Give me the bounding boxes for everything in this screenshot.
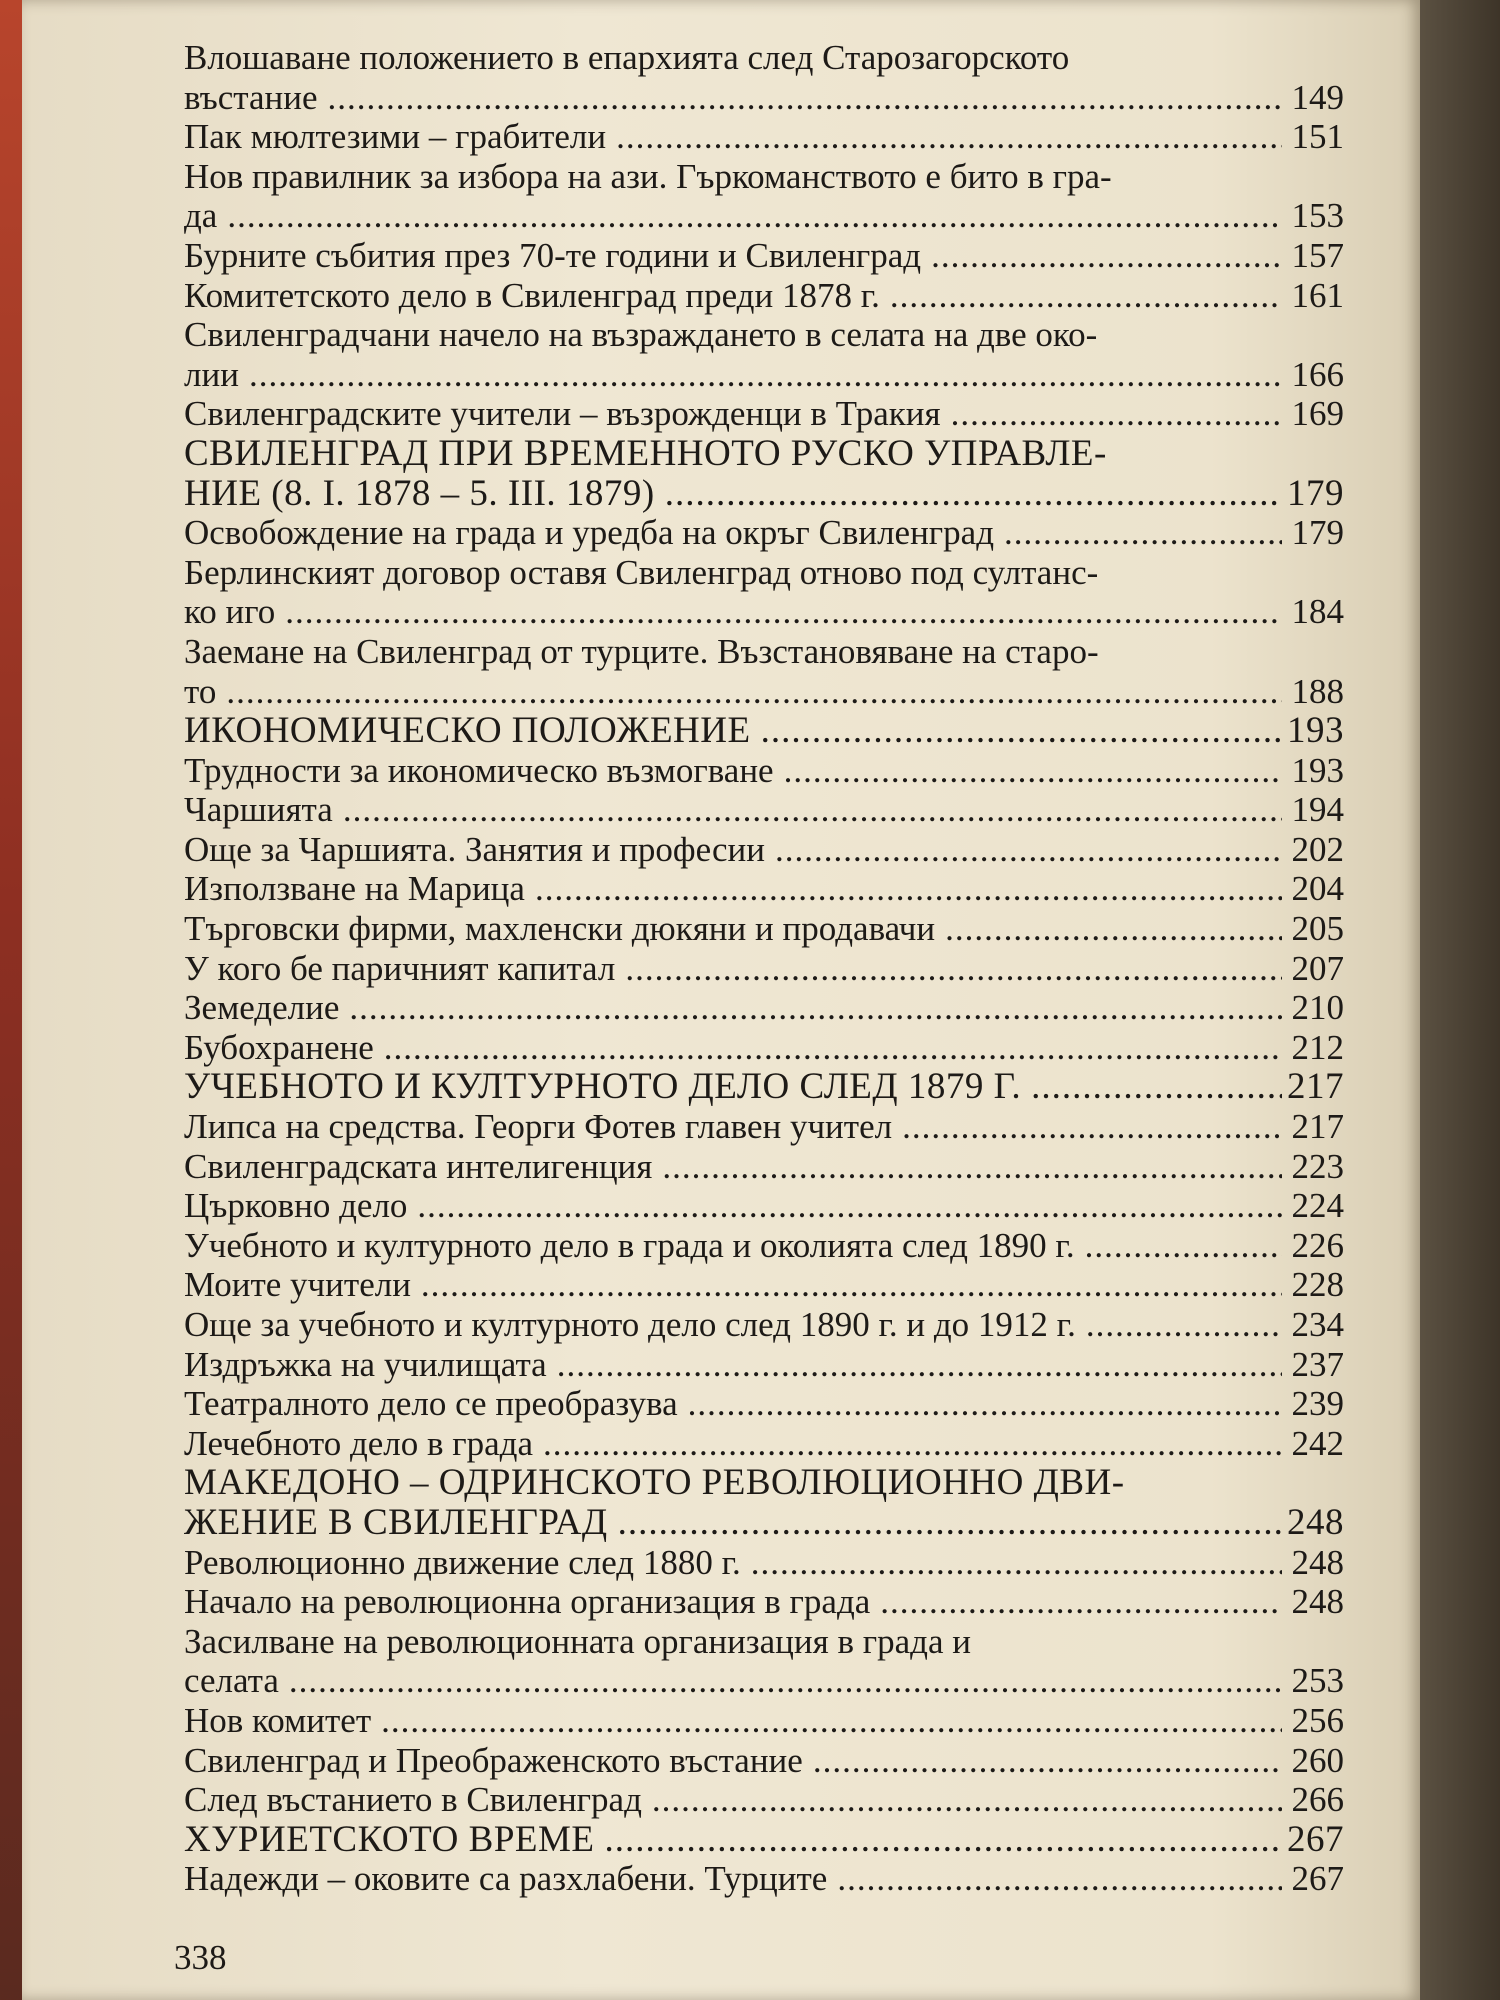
- toc-entry: [184, 434, 1344, 474]
- toc-entry-title: Липса на средства. Георги Фотев главен учител: [184, 1107, 893, 1147]
- toc-entry-page: 266: [1291, 1780, 1344, 1820]
- toc-entry: [184, 988, 1344, 1028]
- toc-entry: [184, 1345, 1344, 1385]
- toc-entry: [184, 1582, 1344, 1622]
- toc-entry-page: 207: [1291, 948, 1344, 988]
- toc-entry-title: Пак мюлтезими – грабители: [184, 117, 607, 157]
- dot-leader: [605, 1820, 1282, 1860]
- toc-entry: [184, 1067, 1344, 1107]
- dot-leader: [880, 1582, 1282, 1622]
- dot-leader: [813, 1741, 1282, 1781]
- toc-entry: [184, 315, 1344, 355]
- dot-leader: [543, 1424, 1282, 1464]
- toc-entry-page: 166: [1291, 354, 1344, 394]
- toc-entry-page: 153: [1291, 196, 1344, 236]
- toc-entry-title: У кого бе паричният капитал: [184, 948, 616, 988]
- dot-leader: [951, 394, 1282, 434]
- toc-entry-title: УЧЕБНОТО И КУЛТУРНОТО ДЕЛО СЛЕД 1879 Г.: [184, 1066, 1022, 1108]
- dot-leader: [751, 1543, 1282, 1583]
- toc-entry-title: Комитетското дело в Свиленград преди 1878 г.: [184, 275, 880, 315]
- page-number: 338: [174, 1938, 227, 1977]
- dot-leader: [761, 711, 1282, 751]
- toc-entry-page: 151: [1291, 117, 1344, 157]
- book-gutter: [1420, 0, 1500, 2000]
- toc-entry-title: Влошаване положението в епархията след Старозагорското: [184, 38, 1070, 77]
- toc-entry-title: Берлинският договор оставя Свиленград отново под султанс-: [184, 552, 1099, 592]
- toc-entry-title: Още за учебното и културното дело след 1890 г. и до 1912 г.: [184, 1305, 1076, 1344]
- toc-entry: [184, 117, 1344, 157]
- book-cover-edge: [0, 0, 22, 2000]
- toc-entry-page: 248: [1287, 1501, 1344, 1543]
- toc-entry: [184, 1107, 1344, 1147]
- toc-entry-title: Лечебното дело в града: [184, 1423, 534, 1463]
- toc-entry-title: Свиленградските учители – възрожденци в Тракия: [184, 394, 941, 434]
- toc-entry: [184, 474, 1344, 514]
- toc-entry: [184, 276, 1344, 316]
- toc-entry-page: 248: [1291, 1542, 1344, 1582]
- toc-entry: [184, 1661, 1344, 1701]
- toc-entry: [184, 1741, 1344, 1781]
- toc-entry-title: МАКЕДОНО – ОДРИНСКОТО РЕВОЛЮЦИОННО ДВИ-: [184, 1462, 1125, 1504]
- toc-entry: [184, 394, 1344, 434]
- toc-entry-title: Използване на Марица: [184, 869, 525, 909]
- toc-entry-page: 256: [1291, 1700, 1344, 1740]
- dot-leader: [328, 78, 1282, 118]
- toc-entry: [184, 1147, 1344, 1187]
- toc-entry-page: 184: [1291, 592, 1344, 632]
- dot-leader: [381, 1701, 1282, 1741]
- dot-leader: [784, 751, 1282, 791]
- toc-entry-page: 234: [1291, 1305, 1344, 1344]
- toc-entry: [184, 632, 1344, 672]
- toc-entry: [184, 1463, 1344, 1503]
- toc-entry-page: 210: [1291, 988, 1344, 1028]
- toc-entry: [184, 1384, 1344, 1424]
- toc-entry-title: Земеделие: [184, 988, 340, 1028]
- toc-entry: [184, 355, 1344, 395]
- toc-entry: [184, 1543, 1344, 1583]
- dot-leader: [1031, 1067, 1282, 1107]
- toc-entry-title: НИЕ (8. I. 1878 – 5. III. 1879): [184, 472, 655, 514]
- toc-entry-title: Свиленградчани начело на възраждането в селата на две око-: [184, 315, 1098, 355]
- toc-entry-page: 260: [1291, 1740, 1344, 1780]
- dot-leader: [285, 592, 1282, 632]
- toc-entry-title: Начало на революционна организация в града: [184, 1582, 871, 1622]
- toc-entry: [184, 1305, 1344, 1345]
- toc-entry-title: След въстанието в Свиленград: [184, 1780, 642, 1820]
- dot-leader: [1004, 513, 1282, 553]
- dot-leader: [945, 909, 1282, 949]
- toc-entry-title: ко иго: [184, 592, 276, 632]
- toc-entry-title: Театралното дело се преобразува: [184, 1384, 678, 1424]
- dot-leader: [226, 672, 1282, 712]
- toc-entry: [184, 1424, 1344, 1464]
- toc-entry-page: 248: [1291, 1582, 1344, 1622]
- table-of-contents: [184, 38, 1344, 1899]
- toc-entry-page: 204: [1291, 869, 1344, 909]
- dot-leader: [625, 949, 1282, 989]
- toc-entry-page: 267: [1287, 1818, 1344, 1860]
- toc-entry-title: то: [184, 671, 217, 711]
- dot-leader: [349, 988, 1282, 1028]
- toc-entry-title: Още за Чаршията. Занятия и професии: [184, 829, 766, 869]
- toc-entry-page: 194: [1291, 790, 1344, 830]
- toc-entry-title: Търговски фирми, махленски дюкяни и продавачи: [184, 909, 936, 949]
- toc-entry-page: 179: [1287, 472, 1344, 514]
- dot-leader: [931, 236, 1282, 276]
- toc-entry: [184, 949, 1344, 989]
- dot-leader: [688, 1384, 1282, 1424]
- toc-entry: [184, 1028, 1344, 1068]
- dot-leader: [421, 1265, 1282, 1305]
- toc-entry-title: Заемане на Свиленград от турците. Възстановяване на старо-: [184, 631, 1099, 671]
- toc-entry-page: 242: [1291, 1423, 1344, 1463]
- toc-entry-page: 239: [1291, 1384, 1344, 1424]
- book-page: [22, 0, 1420, 2000]
- toc-entry-title: Трудности за икономическо възмогване: [184, 750, 774, 790]
- dot-leader: [775, 830, 1282, 870]
- dot-leader: [249, 355, 1282, 395]
- dot-leader: [535, 869, 1282, 909]
- toc-entry: [184, 157, 1344, 197]
- toc-entry: [184, 672, 1344, 712]
- dot-leader: [227, 196, 1282, 236]
- dot-leader: [1086, 1305, 1282, 1345]
- toc-entry: [184, 751, 1344, 791]
- toc-entry: [184, 830, 1344, 870]
- toc-entry-title: Нов правилник за избора на ази. Гъркоманството е бито в гра-: [184, 156, 1112, 196]
- toc-entry: [184, 1265, 1344, 1305]
- toc-entry: [184, 869, 1344, 909]
- toc-entry-page: 202: [1291, 829, 1344, 869]
- toc-entry-title: Църковно дело: [184, 1186, 408, 1226]
- toc-entry: [184, 909, 1344, 949]
- toc-entry-title: Чаршията: [184, 790, 333, 830]
- toc-entry: [184, 1503, 1344, 1543]
- toc-entry-page: 179: [1291, 513, 1344, 553]
- dot-leader: [557, 1345, 1282, 1385]
- toc-entry: [184, 790, 1344, 830]
- toc-entry-page: 205: [1291, 909, 1344, 949]
- toc-entry-title: ЖЕНИЕ В СВИЛЕНГРАД: [184, 1501, 608, 1543]
- toc-entry: [184, 236, 1344, 276]
- toc-entry-page: 267: [1291, 1859, 1344, 1899]
- toc-entry: [184, 513, 1344, 553]
- toc-entry-title: да: [184, 196, 218, 236]
- toc-entry: [184, 1622, 1344, 1662]
- toc-entry-title: Освобождение на града и уредба на окръг Свиленград: [184, 513, 995, 553]
- dot-leader: [1085, 1226, 1282, 1266]
- dot-leader: [343, 790, 1282, 830]
- toc-entry: [184, 1780, 1344, 1820]
- dot-leader: [384, 1028, 1282, 1068]
- toc-entry: [184, 1226, 1344, 1266]
- toc-entry-page: 169: [1291, 394, 1344, 434]
- toc-entry: [184, 78, 1344, 118]
- toc-entry-title: въстание: [184, 77, 318, 117]
- dot-leader: [837, 1859, 1282, 1899]
- toc-entry: [184, 592, 1344, 632]
- toc-entry-title: Моите учители: [184, 1265, 411, 1305]
- toc-entry: [184, 711, 1344, 751]
- toc-entry-title: Надежди – оковите са разхлабени. Турците: [184, 1859, 828, 1899]
- toc-entry-title: ХУРИЕТСКОТО ВРЕМЕ: [184, 1818, 595, 1860]
- toc-entry-page: 224: [1291, 1186, 1344, 1226]
- toc-entry-page: 253: [1291, 1661, 1344, 1701]
- toc-entry-page: 217: [1287, 1066, 1344, 1108]
- toc-entry-page: 161: [1291, 275, 1344, 315]
- dot-leader: [890, 276, 1282, 316]
- toc-entry-title: Революционно движение след 1880 г.: [184, 1542, 741, 1582]
- toc-entry-title: Засилване на революционната организация в града и: [184, 1621, 971, 1661]
- toc-entry-title: Учебното и културното дело в града и околията след 1890 г.: [184, 1225, 1075, 1265]
- toc-entry-page: 217: [1291, 1107, 1344, 1147]
- dot-leader: [652, 1780, 1282, 1820]
- toc-entry-page: 193: [1291, 750, 1344, 790]
- toc-entry: [184, 196, 1344, 236]
- dot-leader: [616, 117, 1282, 157]
- toc-entry-page: 212: [1291, 1027, 1344, 1067]
- toc-entry-page: 237: [1291, 1344, 1344, 1384]
- toc-entry-title: Бубохранене: [184, 1027, 374, 1067]
- toc-entry-title: Свиленград и Преображенското въстание: [184, 1740, 803, 1780]
- toc-entry-title: Нов комитет: [184, 1700, 372, 1740]
- toc-entry: [184, 1859, 1344, 1899]
- toc-entry-page: 188: [1291, 671, 1344, 711]
- toc-entry-page: 193: [1287, 710, 1344, 752]
- dot-leader: [417, 1186, 1282, 1226]
- toc-entry-title: СВИЛЕНГРАД ПРИ ВРЕМЕННОТО РУСКО УПРАВЛЕ-: [184, 432, 1107, 474]
- dot-leader: [662, 1147, 1282, 1187]
- toc-entry-title: лии: [184, 354, 239, 394]
- toc-entry: [184, 38, 1344, 78]
- toc-entry-title: Свиленградската интелигенция: [184, 1146, 653, 1186]
- toc-entry-title: Издръжка на училищата: [184, 1344, 547, 1384]
- toc-entry-title: ИКОНОМИЧЕСКО ПОЛОЖЕНИЕ: [184, 710, 751, 752]
- dot-leader: [289, 1661, 1282, 1701]
- dot-leader: [665, 474, 1282, 514]
- toc-entry: [184, 553, 1344, 593]
- toc-entry-page: 157: [1291, 235, 1344, 275]
- toc-entry-page: 149: [1291, 77, 1344, 117]
- toc-entry: [184, 1820, 1344, 1860]
- toc-entry: [184, 1701, 1344, 1741]
- toc-entry-page: 223: [1291, 1146, 1344, 1186]
- toc-entry-title: Бурните събития през 70-те години и Свиленград: [184, 235, 922, 275]
- toc-entry-page: 226: [1291, 1225, 1344, 1265]
- toc-entry: [184, 1186, 1344, 1226]
- toc-entry-page: 228: [1291, 1265, 1344, 1305]
- dot-leader: [618, 1503, 1282, 1543]
- toc-entry-title: селата: [184, 1661, 279, 1701]
- dot-leader: [902, 1107, 1282, 1147]
